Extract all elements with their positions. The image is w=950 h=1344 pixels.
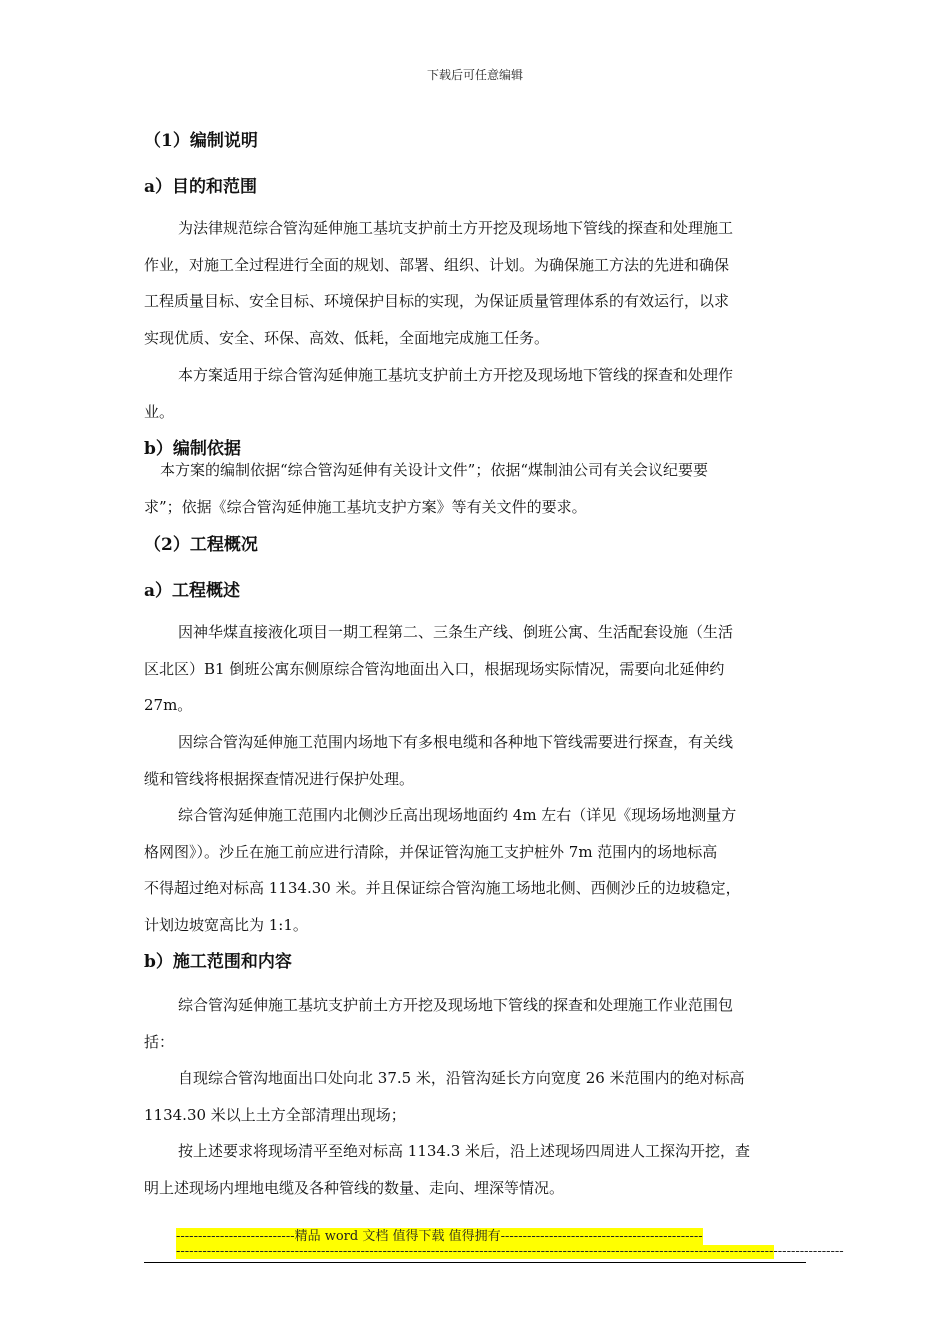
section-1a-heading: a）目的和范围 — [144, 177, 258, 197]
section-1b-paragraph-1 — [144, 452, 806, 525]
text-line: 区北区）B1 倒班公寓东侧原综合管沟地面出入口，根据现场实际情况，需要向北延伸约 — [144, 659, 725, 678]
text-line: 本方案的编制依据“综合管沟延伸有关设计文件”；依据“煤制油公司有关会议纪要要 — [160, 461, 709, 479]
footer-banner-line-2: -------------------------------------------------------------------------------------------------------------------------------------------------------- — [176, 1244, 844, 1259]
section-1b-heading: b）编制依据 — [144, 439, 241, 459]
text-line: 自现综合管沟地面出口处向北 37.5 米，沿管沟延长方向宽度 26 米范围内的绝对标高 — [178, 1069, 745, 1087]
section-1a-paragraph-2 — [144, 357, 806, 430]
text-line: 不得超过绝对标高 1134.30 米。并且保证综合管沟施工场地北侧、西侧沙丘的边坡稳定， — [144, 879, 741, 897]
text-line: 工程质量目标、安全目标、环境保护目标的实现，为保证质量管理体系的有效运行，以求 — [144, 292, 730, 310]
section-2a-paragraph-2 — [144, 724, 806, 797]
text-line: 业。 — [144, 402, 175, 421]
page-header: 下载后可任意编辑 — [426, 68, 523, 82]
text-line: 实现优质、安全、环保、高效、低耗，全面地完成施工任务。 — [144, 328, 550, 347]
text-line: 本方案适用于综合管沟延伸施工基坑支护前土方开挖及现场地下管线的探查和处理作 — [178, 366, 734, 384]
text-line: 1134.30 米以上土方全部清理出现场； — [144, 1105, 406, 1124]
text-line: 求”；依据《综合管沟延伸施工基坑支护方案》等有关文件的要求。 — [144, 497, 587, 516]
text-line: 综合管沟延伸施工基坑支护前土方开挖及现场地下管线的探查和处理施工作业范围包 — [178, 996, 734, 1014]
section-2b-paragraph-2 — [144, 1060, 806, 1133]
section-2a-heading: a）工程概述 — [144, 581, 241, 601]
section-1-heading: （1）编制说明 — [144, 131, 258, 151]
section-2a-paragraph-1 — [144, 614, 806, 724]
text-line: 综合管沟延伸施工范围内北侧沙丘高出现场地面约 4m 左右（详见《现场场地测量方 — [178, 806, 737, 824]
section-1a-paragraph-1 — [144, 210, 806, 356]
footer-banner-line-1: ---------------------------精品 word 文档 值得下载 值得拥有---------------------------------------------- — [176, 1229, 703, 1244]
section-2b-paragraph-3 — [144, 1133, 806, 1206]
text-line: 因综合管沟延伸施工范围内场地下有多根电缆和各种地下管线需要进行探查，有关线 — [178, 733, 734, 751]
text-line: 按上述要求将现场清平至绝对标高 1134.3 米后，沿上述现场四周进人工探沟开挖，查 — [178, 1142, 751, 1160]
text-line: 因神华煤直接液化项目一期工程第二、三条生产线、倒班公寓、生活配套设施（生活 — [178, 623, 734, 641]
section-2b-paragraph-1 — [144, 987, 806, 1060]
section-2-heading: （2）工程概况 — [144, 535, 258, 555]
text-line: 括： — [144, 1032, 175, 1051]
text-line: 27m。 — [144, 696, 193, 714]
section-2b-heading: b）施工范围和内容 — [144, 952, 292, 972]
text-line: 明上述现场内埋地电缆及各种管线的数量、走向、埋深等情况。 — [144, 1178, 565, 1197]
text-line: 计划边坡宽高比为 1:1。 — [144, 915, 308, 934]
text-line: 为法律规范综合管沟延伸施工基坑支护前土方开挖及现场地下管线的探查和处理施工 — [178, 219, 734, 237]
text-line: 格网图》）。沙丘在施工前应进行清除，并保证管沟施工支护桩外 7m 范围内的场地标高 — [144, 842, 718, 861]
section-2a-paragraph-3 — [144, 797, 806, 943]
text-line: 缆和管线将根据探查情况进行保护处理。 — [144, 769, 415, 788]
footer-rule — [144, 1262, 806, 1263]
text-line: 作业，对施工全过程进行全面的规划、部署、组织、计划。为确保施工方法的先进和确保 — [144, 255, 730, 274]
